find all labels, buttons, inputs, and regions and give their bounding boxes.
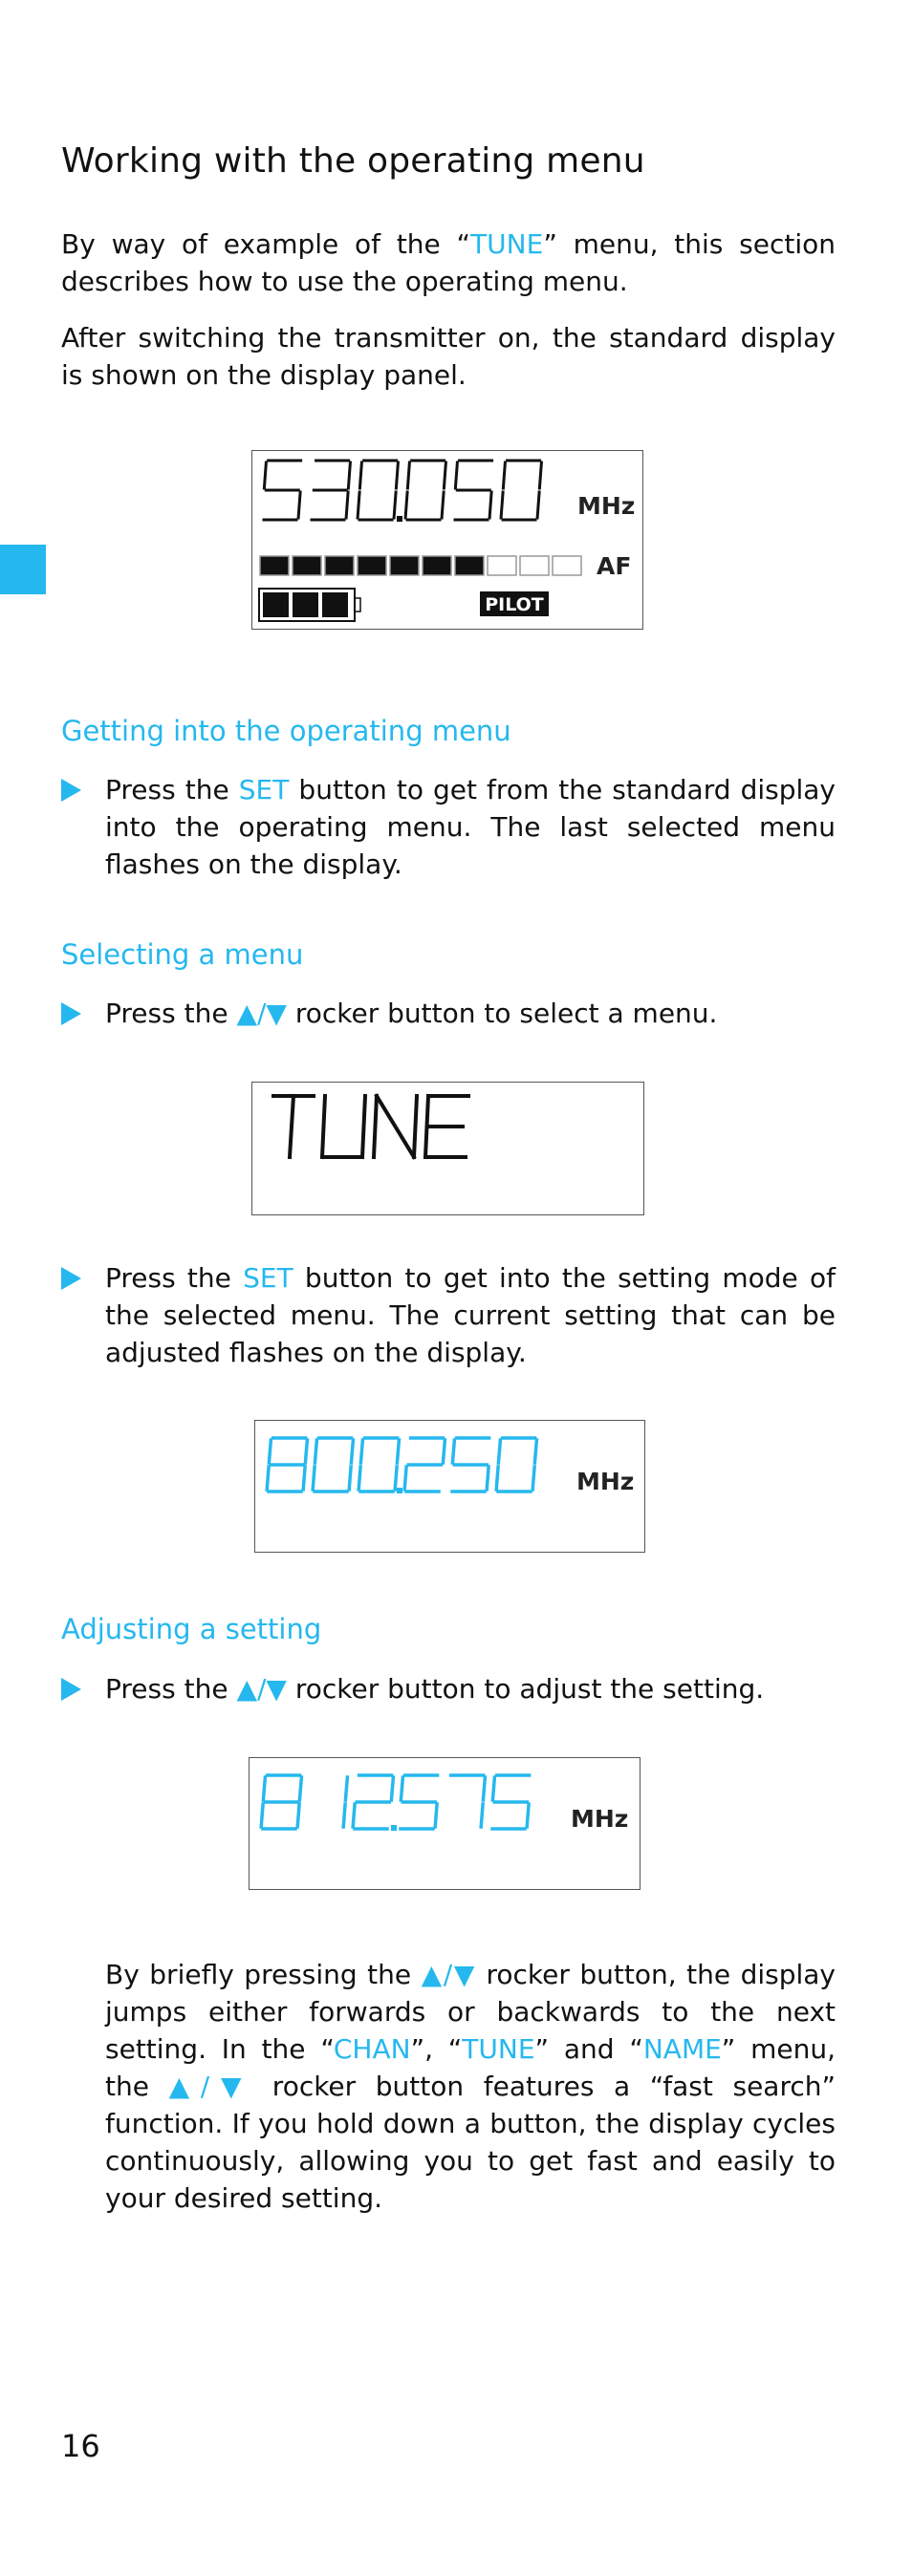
setting-frequency-readout <box>267 1438 536 1493</box>
lcd-segment <box>269 1440 271 1463</box>
up-down-arrows-icon: ▲/▼ <box>236 998 287 1029</box>
lcd-segment <box>394 492 396 518</box>
battery-cell <box>293 592 318 617</box>
lcd-digit-5 <box>455 461 492 520</box>
lcd-segment <box>455 462 457 488</box>
frequency-unit-label: MHz <box>571 1805 629 1833</box>
lcd-segment <box>483 1777 485 1800</box>
af-bar-empty <box>553 556 581 575</box>
lcd-segment <box>298 492 300 518</box>
lcd-digit-3 <box>312 461 350 520</box>
lcd-segment <box>343 1804 345 1827</box>
lcd-segment <box>358 492 359 518</box>
bullet-press-rocker-select: Press the ▲/▼ rocker button to select a menu. <box>61 995 836 1032</box>
lcd-segment <box>435 1804 437 1827</box>
lcd-segment <box>496 1467 498 1490</box>
set-button-ref: SET <box>243 1262 293 1294</box>
lcd-digit-5 <box>452 1438 489 1492</box>
adjusted-setting-display-graphic <box>250 1758 641 1891</box>
frequency-readout-digits <box>264 461 541 522</box>
lcd-segment <box>299 1777 301 1800</box>
lcd-segment <box>349 1467 351 1490</box>
menu-name-readout <box>273 1096 468 1157</box>
lcd-letter-E <box>425 1096 468 1157</box>
lcd-segment <box>395 1467 397 1490</box>
up-down-arrows-icon: ▲/▼ <box>421 1959 476 1990</box>
af-bar-filled <box>423 556 451 575</box>
lcd-segment <box>264 462 266 488</box>
lcd-segment <box>348 462 350 488</box>
lcd-segment <box>267 1467 269 1490</box>
af-bar-filled <box>325 556 354 575</box>
setting-mode-display-illustration <box>254 1420 645 1553</box>
lcd-digit-5 <box>492 1775 530 1829</box>
tune-menu-ref: TUNE <box>462 2033 535 2065</box>
lcd-segment <box>414 1096 417 1157</box>
lcd-segment <box>396 462 398 488</box>
lcd-digit-0 <box>313 1438 353 1492</box>
lcd-segment <box>305 1440 307 1463</box>
lcd-segment <box>539 462 541 488</box>
lcd-segment <box>534 1440 536 1463</box>
lcd-decimal-point <box>391 1825 397 1831</box>
lcd-segment <box>351 1440 353 1463</box>
lcd-segment <box>405 492 407 518</box>
lcd-digit-0 <box>496 1438 536 1492</box>
lcd-digit-0 <box>358 461 398 520</box>
lcd-segment <box>345 1777 347 1800</box>
af-bar-filled <box>260 556 289 575</box>
lcd-digit-0 <box>405 461 445 520</box>
af-bar-empty <box>520 556 549 575</box>
lcd-decimal-point <box>397 1488 402 1493</box>
lcd-segment <box>425 1096 428 1157</box>
lcd-segment <box>407 462 409 488</box>
lcd-segment <box>358 1467 360 1490</box>
af-level-meter <box>260 556 581 575</box>
lcd-segment <box>481 1804 483 1827</box>
lcd-digit-0 <box>501 461 541 520</box>
lcd-segment <box>537 492 539 518</box>
lcd-segment <box>443 1440 445 1463</box>
standard-display-graphic <box>252 451 644 631</box>
lcd-segment <box>346 492 348 518</box>
bullet-triangle-icon <box>61 1002 81 1025</box>
lcd-segment <box>377 1096 414 1157</box>
lcd-digit-1 <box>343 1777 347 1827</box>
heading-getting-into-menu: Getting into the operating menu <box>61 715 511 747</box>
lcd-letter-T <box>273 1096 314 1157</box>
af-bar-empty <box>488 556 516 575</box>
lcd-segment <box>489 492 491 518</box>
pilot-label: PILOT <box>485 594 544 615</box>
af-bar-filled <box>455 556 484 575</box>
lcd-digit-7 <box>451 1775 486 1827</box>
bullet-triangle-icon <box>61 779 81 802</box>
lcd-segment <box>362 1096 365 1157</box>
lcd-digit-0 <box>358 1438 399 1492</box>
lcd-segment <box>315 1440 316 1463</box>
lcd-segment <box>397 1440 399 1463</box>
lcd-segment <box>401 1777 402 1800</box>
set-button-ref: SET <box>238 774 290 805</box>
af-label: AF <box>597 552 632 580</box>
tune-menu-display-illustration <box>251 1082 644 1215</box>
battery-cell <box>263 592 289 617</box>
lcd-digit-8 <box>261 1775 301 1829</box>
heading-adjusting-setting: Adjusting a setting <box>61 1613 322 1645</box>
bullet-press-set-enter: Press the SET button to get from the standard display into the operating menu. The last selected menu flashes on the display. <box>61 771 836 883</box>
frequency-unit-label: MHz <box>577 492 636 520</box>
heading-selecting-menu: Selecting a menu <box>61 938 304 971</box>
lcd-digit-5 <box>401 1775 438 1829</box>
lcd-segment <box>303 1467 305 1490</box>
up-down-arrows-icon: ▲/▼ <box>236 1673 287 1705</box>
fast-search-note: By briefly pressing the ▲/▼ rocker button, the display jumps either forwards or backwards to the next setting. In the “CHAN”, “TUNE” and “NAME” menu, the ▲/▼ rocker button features a “fast search” function. If you hold down a button, the display cycles continuously, allowing you to get fast and easily to your desired setting. <box>105 1959 836 2214</box>
adjusted-frequency-readout <box>261 1775 529 1831</box>
lcd-segment <box>532 1467 534 1490</box>
bullet-press-set-setting: Press the SET button to get into the setting mode of the selected menu. The current setting that can be adjusted flashes on the display. <box>61 1259 836 1371</box>
lcd-digit-2 <box>353 1775 393 1829</box>
lcd-segment <box>444 462 445 488</box>
intro-paragraph-1: By way of example of the “TUNE” menu, this section describes how to use the operating menu. <box>61 228 836 297</box>
chan-menu-ref: CHAN <box>333 2033 411 2065</box>
frequency-unit-label: MHz <box>576 1468 635 1495</box>
lcd-segment <box>404 1467 406 1490</box>
lcd-segment <box>263 1777 265 1800</box>
lcd-segment <box>353 1804 355 1827</box>
adjusted-setting-display-illustration <box>249 1757 641 1890</box>
battery-icon <box>259 589 360 621</box>
setting-mode-display-graphic <box>255 1421 646 1554</box>
lcd-segment <box>290 1096 293 1157</box>
lcd-segment <box>442 492 444 518</box>
tune-menu-display-graphic <box>252 1083 645 1216</box>
lcd-segment <box>391 1777 393 1800</box>
af-bar-filled <box>390 556 419 575</box>
af-bar-filled <box>358 556 386 575</box>
page-title: Working with the operating menu <box>61 141 645 181</box>
lcd-segment <box>492 1777 494 1800</box>
lcd-segment <box>487 1467 489 1490</box>
intro-paragraph-2: After switching the transmitter on, the standard display is shown on the display panel. <box>61 322 836 391</box>
battery-cell <box>322 592 348 617</box>
lcd-segment <box>374 1096 377 1157</box>
lcd-segment <box>313 1467 315 1490</box>
tune-menu-ref: TUNE <box>470 228 544 260</box>
af-bar-filled <box>293 556 321 575</box>
lcd-digit-2 <box>404 1438 445 1492</box>
lcd-segment <box>503 462 505 488</box>
standard-display-illustration <box>251 450 643 630</box>
lcd-digit-5 <box>264 461 301 520</box>
name-menu-ref: NAME <box>642 2033 722 2065</box>
lcd-decimal-point <box>397 516 402 522</box>
up-down-arrows-icon: ▲/▼ <box>168 2071 253 2102</box>
lcd-segment <box>452 1440 454 1463</box>
lcd-segment <box>322 1096 325 1157</box>
lcd-segment <box>360 1440 362 1463</box>
lcd-segment <box>359 462 361 488</box>
lcd-segment <box>527 1804 529 1827</box>
page-number: 16 <box>61 2428 100 2464</box>
lcd-segment <box>498 1440 500 1463</box>
lcd-letter-N <box>374 1096 417 1157</box>
bullet-triangle-icon <box>61 1678 81 1701</box>
lcd-segment <box>261 1804 263 1827</box>
bullet-press-rocker-adjust: Press the ▲/▼ rocker button to adjust the setting. <box>61 1670 836 1707</box>
lcd-letter-U <box>322 1096 365 1157</box>
chapter-tab-marker <box>0 545 46 594</box>
bullet-triangle-icon <box>61 1267 81 1290</box>
lcd-segment <box>501 492 503 518</box>
lcd-digit-8 <box>267 1438 307 1492</box>
lcd-segment <box>297 1804 299 1827</box>
